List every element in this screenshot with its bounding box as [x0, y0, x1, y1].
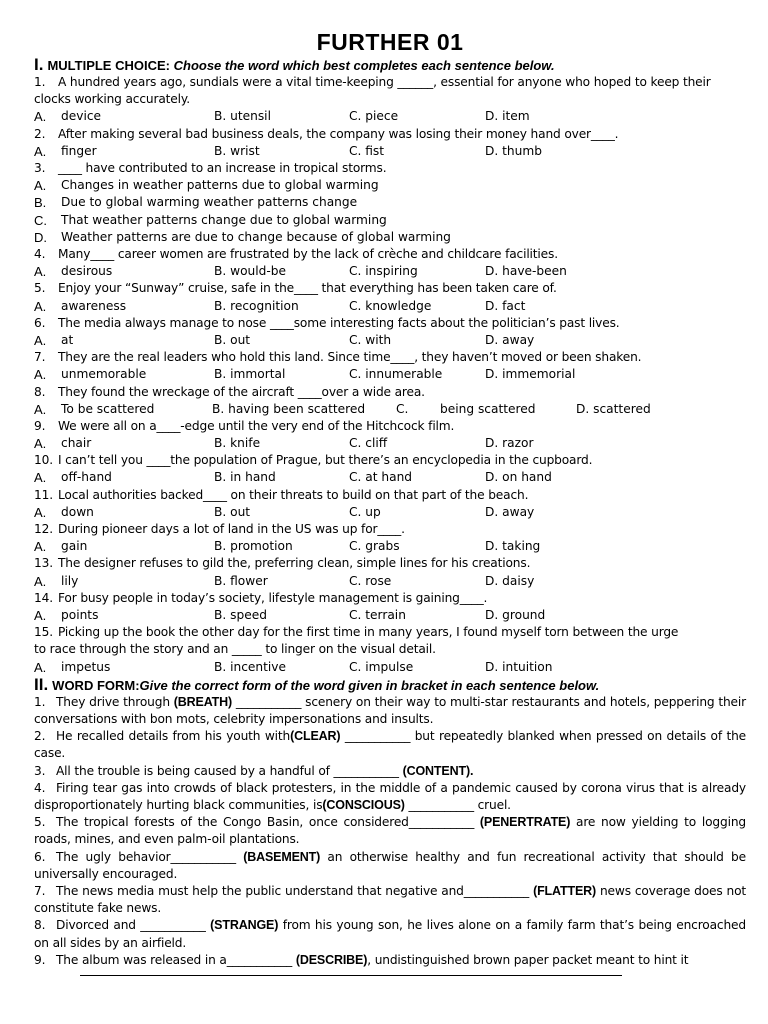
item-keyword: (CONSCIOUS)	[322, 798, 405, 813]
option: D. scattered	[576, 401, 651, 416]
question-text: They are the real leaders who hold this land. Since time____, they haven’t moved or been shaken.	[58, 350, 642, 365]
item-number: 6.	[34, 849, 46, 864]
option-letter: A.	[34, 264, 47, 280]
item-number: 4.	[34, 780, 46, 795]
option: C. terrain	[349, 608, 406, 623]
item-number: 9.	[34, 952, 46, 967]
item-keyword: (CONTENT).	[402, 763, 474, 778]
section-2-instruction: Give the correct form of the word given in bracket in each sentence below.	[139, 677, 600, 693]
option: B. having been scattered	[212, 401, 366, 416]
question-text: A hundred years ago, sundials were a vital time-keeping ______, essential for anyone who hoped to keep their clocks working accurately.	[34, 75, 711, 107]
section-2-header	[34, 676, 746, 694]
section-1-header	[34, 56, 746, 74]
item-text-after: ___________ cruel.	[404, 798, 511, 813]
question-text: Many____ career women are frustrated by the lack of crèche and childcare facilities.	[58, 246, 558, 261]
item-number: 7.	[34, 884, 46, 899]
question-number: 2.	[34, 126, 46, 141]
section-1-numeral: I.	[34, 55, 44, 74]
item-text-before: Firing tear gas into crowds of black protesters, in the middle of a pandemic caused by corona virus that is already disproportionately hurting black communities, is	[34, 780, 746, 813]
option: B. wrist	[214, 143, 260, 158]
word-form-item-1	[34, 694, 746, 728]
word-form-item-2	[34, 728, 746, 762]
options-row	[34, 435, 746, 452]
question-7	[34, 349, 746, 366]
section-2-numeral: II.	[34, 674, 49, 694]
question-text: Picking up the book the other day for the first time in many years, I found myself torn between the urge	[58, 625, 679, 640]
option: Due to global warming weather patterns change	[61, 195, 358, 210]
item-text-after: are now yielding to logging roads, mines, and even palm-oil plantations.	[34, 815, 746, 847]
item-text-before: The ugly behavior___________	[56, 849, 244, 864]
option: C. cliff	[349, 436, 388, 451]
options-row	[34, 504, 746, 521]
item-number: 3.	[34, 763, 46, 778]
question-text: The media always manage to nose ____some interesting facts about the politician’s past lives.	[58, 315, 620, 330]
option: D. ground	[485, 608, 546, 623]
question-13	[34, 555, 746, 572]
options-row	[34, 659, 746, 676]
option: desirous	[61, 264, 113, 279]
option: gain	[61, 539, 88, 554]
option-letter: A.	[34, 367, 47, 383]
option: C. fist	[349, 143, 385, 158]
item-number: 1.	[34, 694, 46, 709]
option: C.	[396, 401, 409, 416]
option: D. razor	[485, 436, 534, 451]
option-letter: D.	[34, 229, 47, 245]
item-keyword: (PENERTRATE)	[479, 815, 571, 830]
question-number: 7.	[34, 350, 46, 365]
option: C. rose	[349, 573, 392, 588]
option: at	[61, 332, 74, 347]
option: D. taking	[485, 539, 541, 554]
word-form-list	[34, 694, 746, 969]
options-row	[34, 263, 746, 280]
option-letter: A.	[34, 178, 47, 194]
question-text: We were all on a____-edge until the very end of the Hitchcock film.	[58, 418, 455, 433]
option: B. in hand	[214, 470, 276, 485]
option: D. item	[485, 109, 530, 124]
option-line	[34, 229, 746, 246]
question-number: 15.	[34, 625, 53, 640]
question-15	[34, 624, 746, 641]
word-form-item-8	[34, 917, 746, 951]
item-text-before: He recalled details from his youth with	[56, 729, 291, 744]
option: To be scattered	[61, 401, 155, 416]
question-10	[34, 452, 746, 469]
question-number: 4.	[34, 246, 46, 261]
word-form-item-5	[34, 814, 746, 848]
options-row	[34, 538, 746, 555]
option-line	[34, 177, 746, 194]
options-row	[34, 401, 746, 418]
worksheet-page	[34, 28, 746, 969]
option: impetus	[61, 659, 111, 674]
option-letter: A.	[34, 109, 47, 125]
option: chair	[61, 436, 92, 451]
option: lily	[61, 573, 79, 588]
option: off-hand	[61, 470, 112, 485]
item-keyword: (STRANGE)	[210, 918, 279, 933]
question-number: 8.	[34, 384, 46, 399]
section-2-heading: WORD FORM:	[52, 677, 140, 693]
option: finger	[61, 143, 97, 158]
question-11	[34, 487, 746, 504]
option: Changes in weather patterns due to global warming	[61, 178, 379, 193]
item-number: 8.	[34, 918, 46, 933]
item-keyword: (DESCRIBE)	[295, 952, 368, 967]
option-letter: B.	[34, 195, 47, 211]
options-row	[34, 332, 746, 349]
item-text-after: ___________ scenery on their way to multi-star restaurants and hotels, peppering their conversations with bon mots, celebrity impersonations and insults.	[34, 694, 746, 727]
question-text: ____ have contributed to an increase in tropical storms.	[58, 160, 387, 175]
option: B. incentive	[214, 659, 287, 674]
options-row	[34, 607, 746, 624]
word-form-item-9	[34, 952, 746, 969]
question-text: For busy people in today’s society, lifestyle management is gaining____.	[58, 590, 488, 605]
question-8	[34, 384, 746, 401]
option: C. piece	[349, 109, 399, 124]
option: down	[61, 504, 94, 519]
item-text-before: Divorced and ___________	[56, 918, 211, 933]
item-number: 2.	[34, 729, 46, 744]
section-1-instruction: Choose the word which best completes each sentence below.	[173, 58, 555, 73]
options-row	[34, 573, 746, 590]
options-row	[34, 366, 746, 383]
option: being scattered	[440, 401, 536, 416]
question-text: I can’t tell you ____the population of Prague, but there’s an encyclopedia in the cupboard.	[58, 453, 593, 468]
option: C. up	[349, 504, 381, 519]
option: D. fact	[485, 298, 526, 313]
question-4	[34, 246, 746, 263]
option: D. thumb	[485, 143, 542, 158]
option-letter: A.	[34, 659, 47, 675]
item-text-after: news coverage does not constitute fake news.	[34, 884, 747, 916]
option: C. with	[349, 332, 392, 347]
option: D. have-been	[485, 264, 567, 279]
option: D. intuition	[485, 659, 553, 674]
item-text-before: The tropical forests of the Congo Basin, once considered___________	[56, 815, 480, 830]
question-text: Enjoy your “Sunway” cruise, safe in the____ that everything has been taken care of.	[58, 281, 557, 296]
option-letter: A.	[34, 436, 47, 452]
question-number: 14.	[34, 590, 53, 605]
option: device	[61, 109, 102, 124]
question-number: 13.	[34, 556, 53, 571]
option-letter: A.	[34, 470, 47, 486]
option-letter: A.	[34, 332, 47, 348]
option: B. utensil	[214, 109, 271, 124]
options-row	[34, 108, 746, 125]
question-text: The designer refuses to gild the, preferring clean, simple lines for his creations.	[58, 556, 531, 571]
option: D. away	[485, 504, 535, 519]
option-line	[34, 212, 746, 229]
option: B. would-be	[214, 264, 287, 279]
item-text-before: The news media must help the public understand that negative and___________	[56, 884, 534, 899]
word-form-item-3	[34, 763, 746, 780]
option: B. knife	[214, 436, 261, 451]
word-form-item-4	[34, 780, 746, 814]
option: D. on hand	[485, 470, 552, 485]
section-1-heading: MULTIPLE CHOICE:	[47, 58, 170, 73]
option: C. grabs	[349, 539, 400, 554]
question-12	[34, 521, 746, 538]
question-number: 11.	[34, 487, 53, 502]
question-number: 5.	[34, 281, 46, 296]
question-14	[34, 590, 746, 607]
question-text: They found the wreckage of the aircraft ____over a wide area.	[58, 384, 425, 399]
question-text: Local authorities backed____ on their threats to build on that part of the beach.	[58, 487, 529, 502]
bottom-rule	[80, 975, 622, 976]
option-line	[34, 194, 746, 211]
option: B. out	[214, 504, 251, 519]
item-text-after: from his young son, he lives alone on a family farm that’s being encroached on all sides by an airfield.	[34, 918, 746, 950]
question-number: 10.	[34, 453, 53, 468]
option: B. immortal	[214, 367, 286, 382]
question-number: 12.	[34, 522, 53, 537]
option: C. impulse	[349, 659, 414, 674]
option: awareness	[61, 298, 127, 313]
page-title: FURTHER 01	[316, 29, 464, 55]
question-number: 1.	[34, 75, 46, 89]
option: D. immemorial	[485, 367, 576, 382]
item-text-after: ___________ but repeatedly blanked when pressed on details of the case.	[34, 729, 746, 761]
item-keyword: (FLATTER)	[533, 884, 597, 899]
option: C. at hand	[349, 470, 413, 485]
options-row	[34, 143, 746, 160]
option: D. daisy	[485, 573, 535, 588]
multiple-choice-list	[34, 74, 746, 676]
question-number: 6.	[34, 315, 46, 330]
item-keyword: (BREATH)	[173, 694, 233, 709]
option: B. promotion	[214, 539, 293, 554]
item-text-before: All the trouble is being caused by a handful of ___________	[56, 763, 403, 778]
option-letter: A.	[34, 298, 47, 314]
option-letter: A.	[34, 143, 47, 159]
option: That weather patterns change due to global warming	[61, 212, 387, 227]
item-keyword: (BASEMENT)	[243, 849, 321, 864]
option: points	[61, 608, 99, 623]
question-3	[34, 160, 746, 177]
option-letter: A.	[34, 504, 47, 520]
question-text: During pioneer days a lot of land in the US was up for____.	[58, 522, 405, 537]
question-number: 3.	[34, 160, 46, 175]
question-6	[34, 315, 746, 332]
option: C. inspiring	[349, 264, 418, 279]
question-2	[34, 126, 746, 143]
option-letter: A.	[34, 539, 47, 555]
item-number: 5.	[34, 815, 46, 830]
option: B. out	[214, 332, 251, 347]
word-form-item-6	[34, 849, 746, 883]
item-text-after: an otherwise healthy and fun recreational activity that should be universally encouraged.	[34, 849, 746, 881]
word-form-item-7	[34, 883, 746, 917]
option: D. away	[485, 332, 535, 347]
option: B. recognition	[214, 298, 299, 313]
option: C. knowledge	[349, 298, 432, 313]
option: unmemorable	[61, 367, 147, 382]
options-row	[34, 469, 746, 486]
option: B. speed	[214, 608, 267, 623]
option: Weather patterns are due to change because of global warming	[61, 229, 451, 244]
option: C. innumerable	[349, 367, 443, 382]
option-letter: A.	[34, 608, 47, 624]
option-letter: A.	[34, 573, 47, 589]
item-text-after: , undistinguished brown paper packet meant to hint it	[367, 952, 689, 967]
option-letter: A.	[34, 401, 47, 417]
question-number: 9.	[34, 418, 46, 433]
question-1	[34, 74, 746, 108]
item-text-before: The album was released in a___________	[56, 952, 296, 967]
option-letter: C.	[34, 212, 47, 228]
question-text-continued: to race through the story and an _____ to linger on the visual detail.	[34, 642, 436, 657]
option: B. flower	[214, 573, 268, 588]
options-row	[34, 298, 746, 315]
question-9	[34, 418, 746, 435]
question-5	[34, 280, 746, 297]
item-text-before: They drive through	[56, 694, 174, 709]
question-text: After making several bad business deals, the company was losing their money hand over____.	[58, 126, 619, 141]
item-keyword: (CLEAR)	[290, 729, 341, 744]
